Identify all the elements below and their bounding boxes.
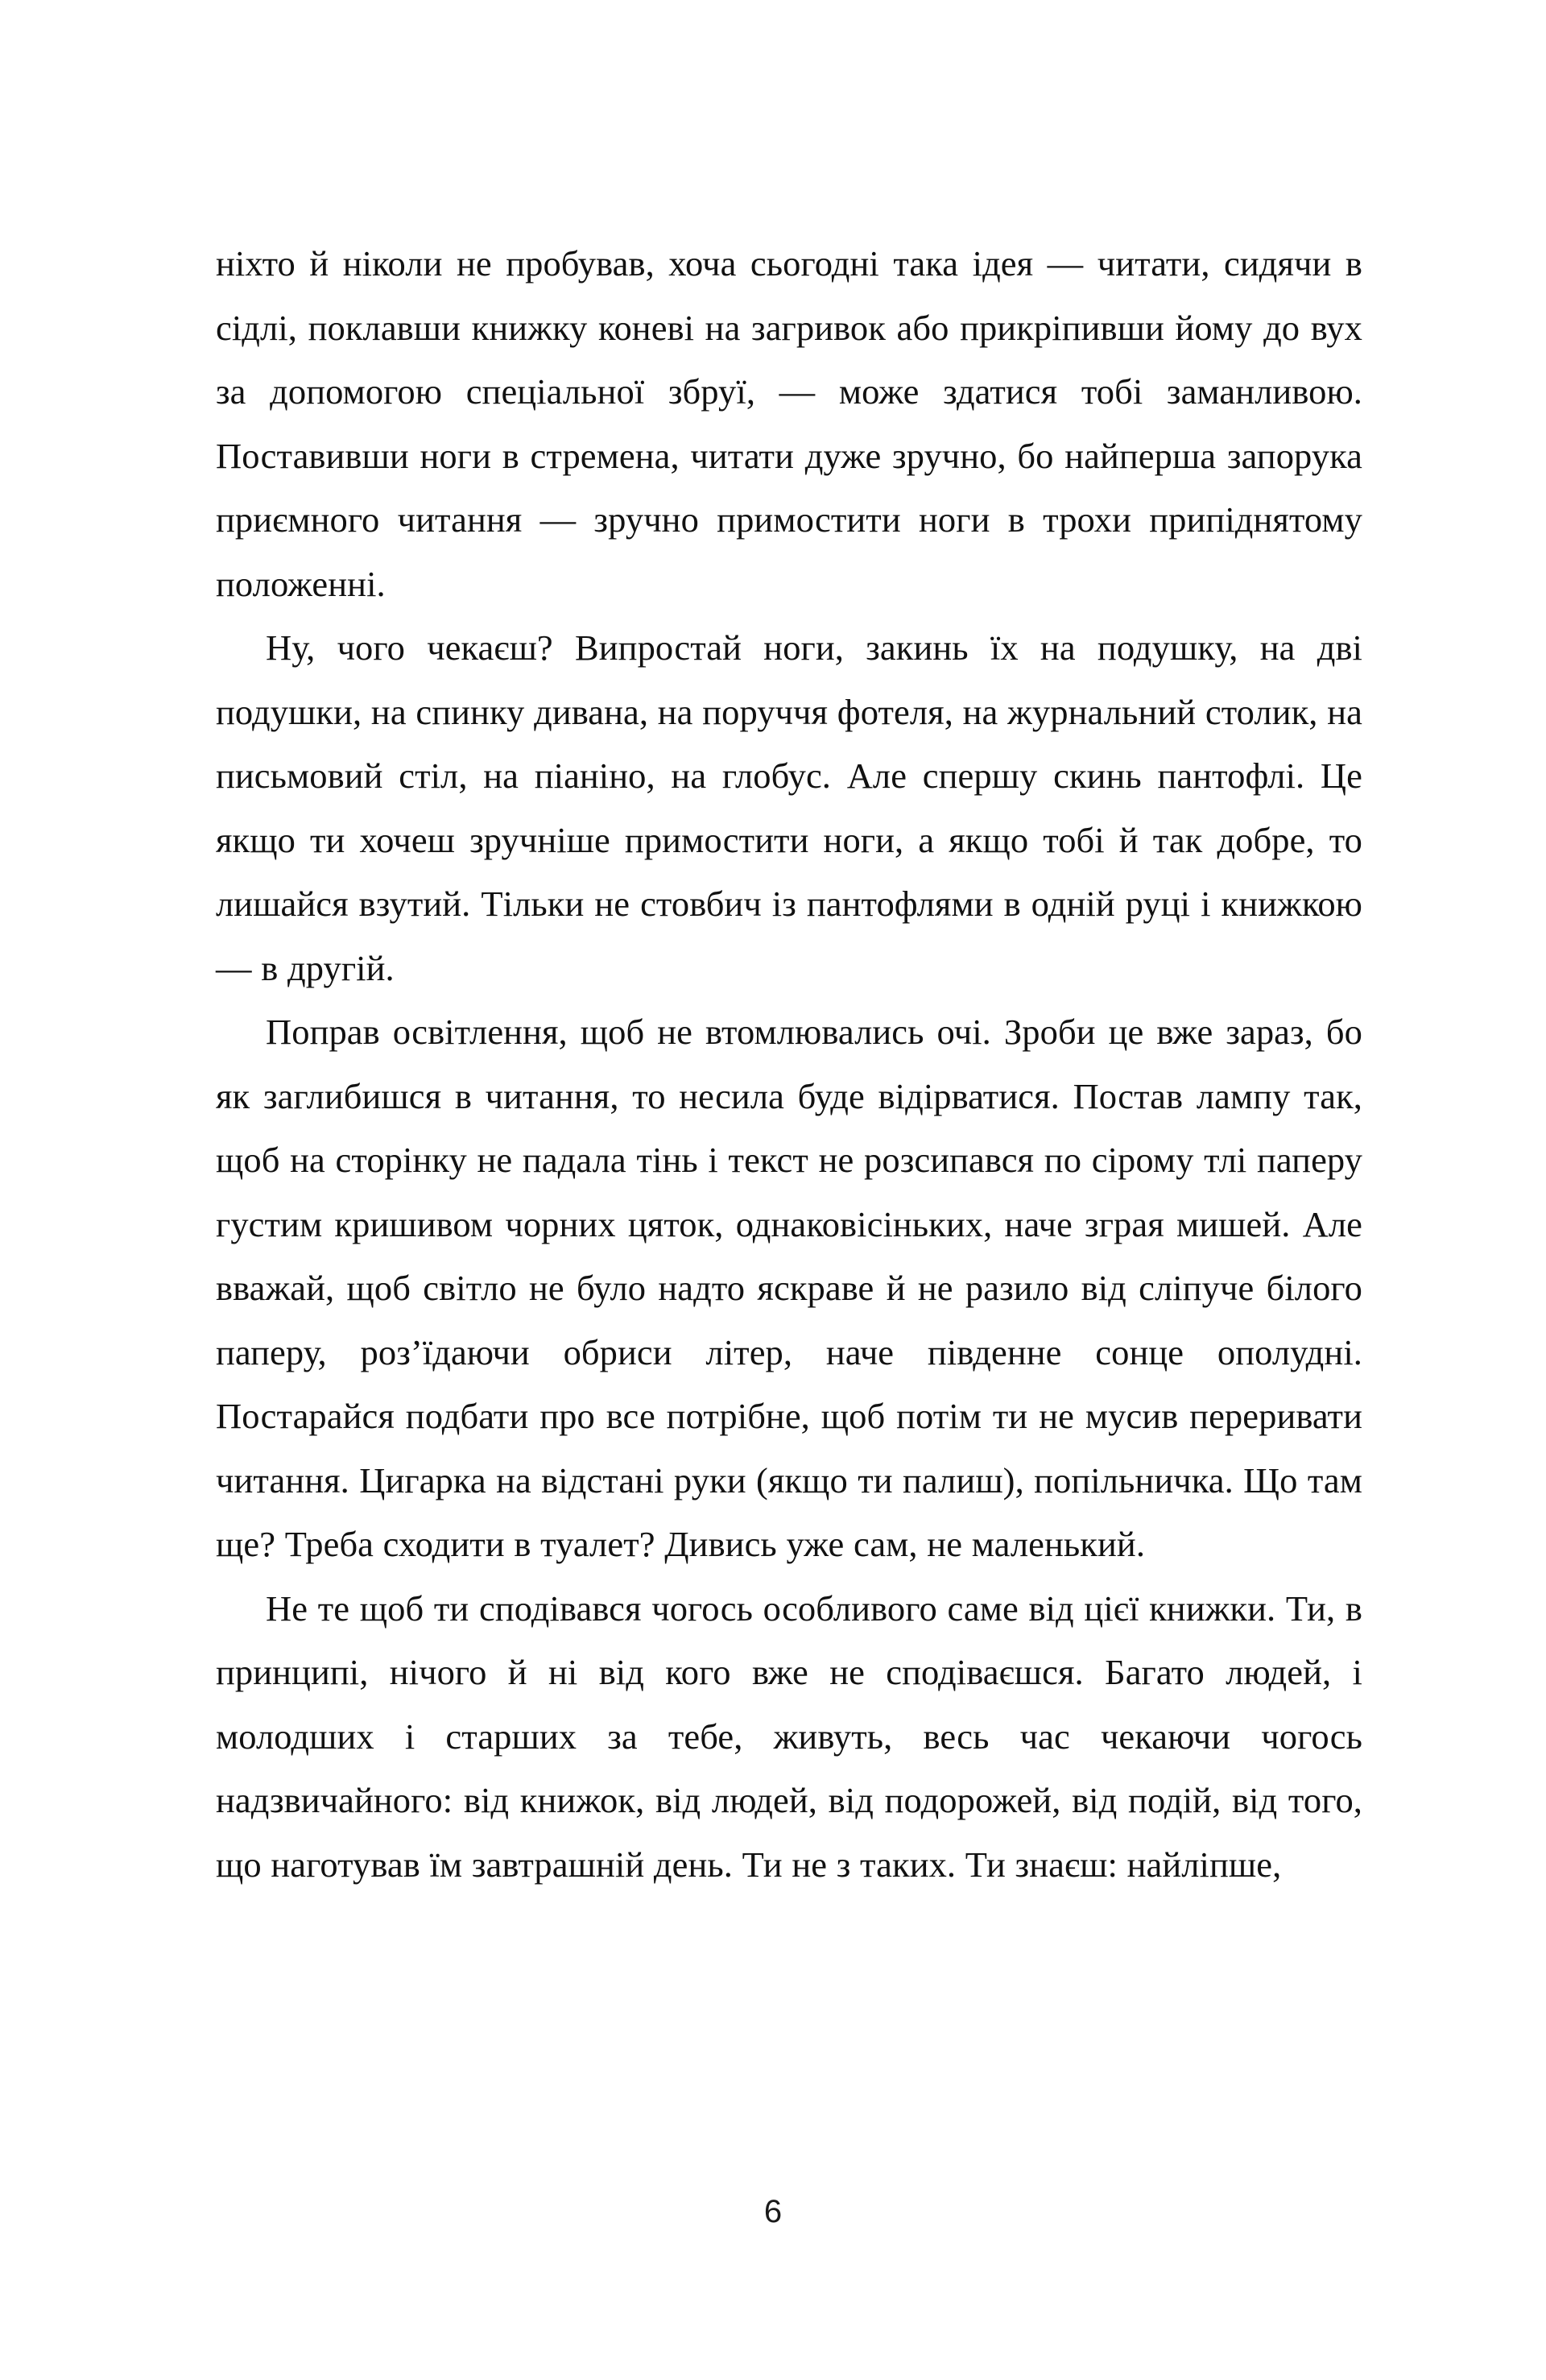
page-text-block [216, 232, 1362, 1897]
paragraph-1: ніхто й ніколи не пробував, хоча сьогодні така ідея — читати, сидячи в сідлі, поклавши книжку коневі на загривок або прикріпивши йому до вух за допомогою спеціальної збруї, — може здатися тобі заманливою. Поставивши ноги в стремена, читати дуже зручно, бо найперша запорука приємного читання — зручно примостити ноги в трохи припіднятому положенні. [216, 243, 1362, 604]
paragraph-2: Ну, чого чекаєш? Випростай ноги, закинь їх на подушку, на дві подушки, на спинку дивана, на поруччя фотеля, на журнальний столик, на письмовий стіл, на піаніно, на глобус. Але спершу скинь пантофлі. Це якщо ти хочеш зручніше примостити ноги, а якщо тобі й так добре, то лишайся взутий. Тільки не стовбич із пантофлями в одній руці і книжкою — в другій. [216, 627, 1362, 988]
paragraph-4: Не те щоб ти сподівався чогось особливого саме від цієї книжки. Ти, в принципі, нічого й ні від кого вже не сподіваєшся. Багато людей, і молодших і старших за тебе, живуть, весь час чекаючи чогось надзвичайного: від книжок, від людей, від подорожей, від подій, від того, що наготував їм завтрашній день. Ти не з таких. Ти знаєш: найліпше, [216, 1587, 1362, 1885]
paragraph-3: Поправ освітлення, щоб не втомлювались очі. Зроби це вже зараз, бо як заглибишся в читання, то несила буде відірватися. Постав лампу так, щоб на сторінку не падала тінь і текст не розсипався по сірому тлі паперу густим кришивом чорних цяток, однаковісіньких, наче зграя мишей. Але вважай, щоб світло не було надто яскраве й не разило від сліпуче білого паперу, роз’їдаючи обриси літер, наче південне сонце ополудні. Постарайся подбати про все потрібне, щоб потім ти не мусив переривати читання. Цигарка на відстані руки (якщо ти палиш), попільничка. Що там ще? Треба сходити в туалет? Дивись уже сам, не маленький. [216, 1012, 1362, 1564]
page-number: 6 [763, 2194, 783, 2229]
